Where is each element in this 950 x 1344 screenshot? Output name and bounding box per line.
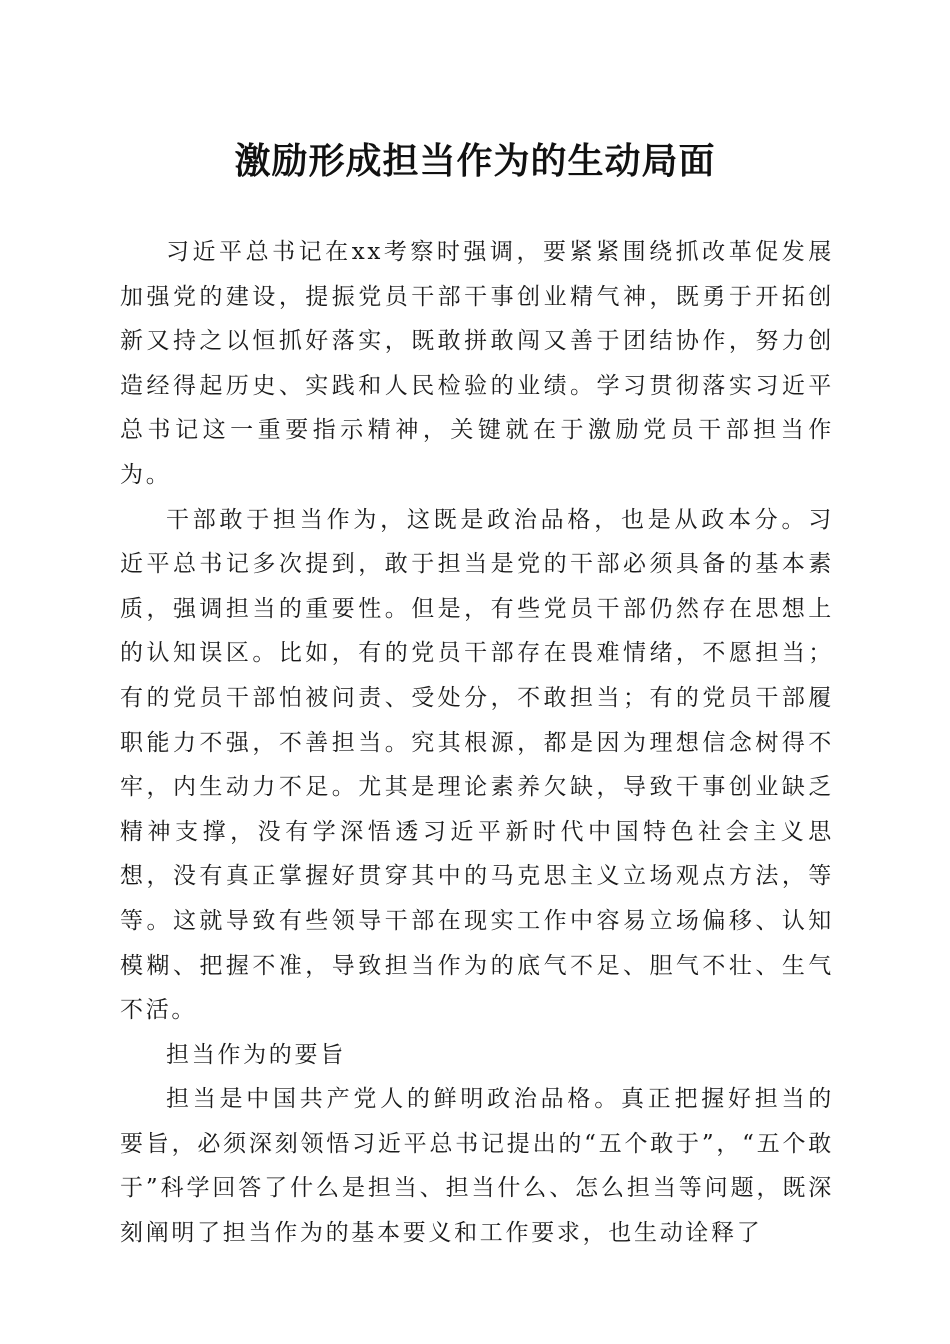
document-body <box>120 230 834 1256</box>
document-title: 激励形成担当作为的生动局面 <box>234 140 716 182</box>
paragraph-intro: 习近平总书记在xx考察时强调，要紧紧围绕抓改革促发展加强党的建设，提振党员干部干事创业精气神，既勇于开拓创新又持之以恒抓好落实，既敢拼敢闯又善于团结协作，努力创造经得起历史、实践和人民检验的业绩。学习贯彻落实习近平总书记这一重要指示精神，关键就在于激励党员干部担当作为。 <box>120 239 834 488</box>
paragraph-section-body: 担当是中国共产党人的鲜明政治品格。真正把握好担当的要旨，必须深刻领悟习近平总书记提出的“五个敢于”，“五个敢于”科学回答了什么是担当、担当什么、怎么担当等问题，既深刻阐明了担当作为的基本要义和工作要求，也生动诠释了 <box>120 1086 834 1247</box>
paragraph-analysis: 干部敢于担当作为，这既是政治品格，也是从政本分。习近平总书记多次提到，敢于担当是党的干部必须具备的基本素质，强调担当的重要性。但是，有些党员干部仍然存在思想上的认知误区。比如，有的党员干部存在畏难情绪，不愿担当；有的党员干部怕被问责、受处分，不敢担当；有的党员干部履职能力不强，不善担当。究其根源，都是因为理想信念树得不牢，内生动力不足。尤其是理论素养欠缺，导致干事创业缺乏精神支撑，没有学深悟透习近平新时代中国特色社会主义思想，没有真正掌握好贯穿其中的马克思主义立场观点方法，等等。这就导致有些领导干部在现实工作中容易立场偏移、认知模糊、把握不准，导致担当作为的底气不足、胆气不壮、生气不活。 <box>120 506 834 1024</box>
section-subheading: 担当作为的要旨 <box>166 1041 346 1068</box>
